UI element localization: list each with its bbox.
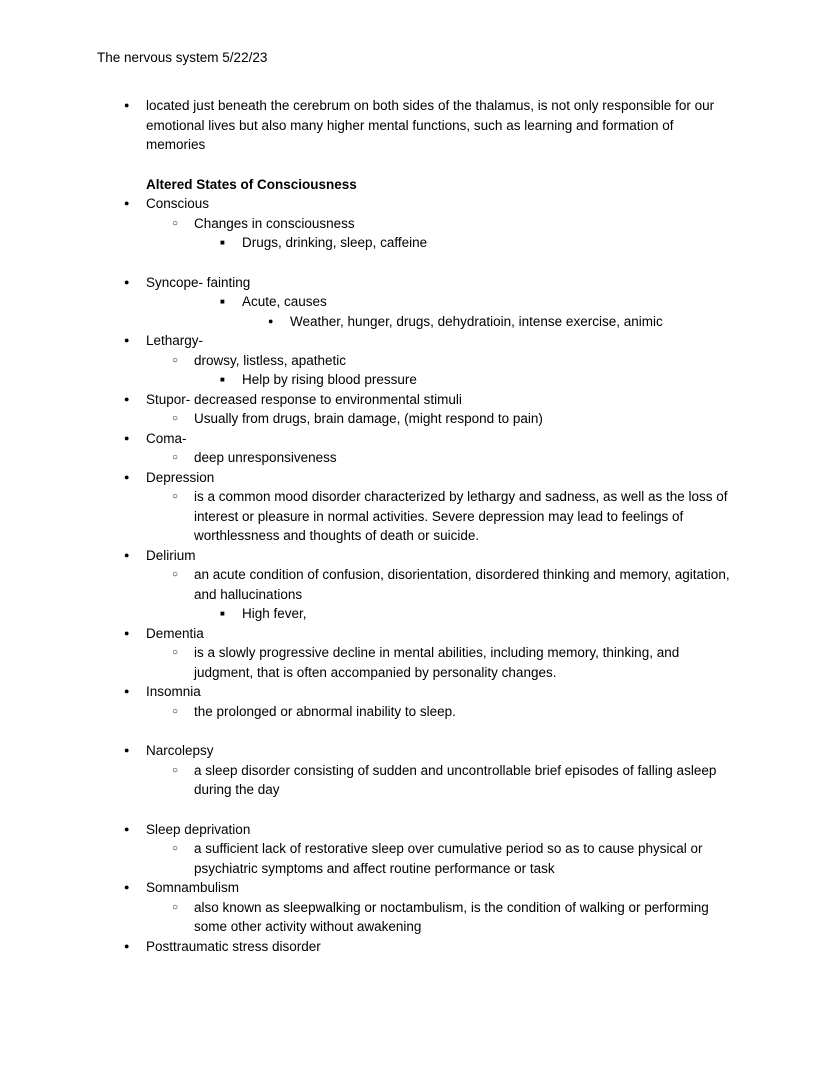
item-text: Insomnia: [146, 684, 201, 699]
list-item: [0, 546, 828, 566]
list-item: [0, 331, 828, 351]
list-item: [0, 312, 828, 332]
list-item: [0, 741, 828, 761]
list-item: [0, 898, 828, 937]
list-item: [0, 820, 828, 840]
bullet-disc-icon: ●: [124, 627, 130, 638]
bullet-disc-icon: ●: [124, 393, 130, 404]
bullet-circle-icon: ○: [172, 764, 179, 776]
item-text: Delirium: [146, 547, 196, 563]
bullet-circle-icon: ○: [172, 705, 179, 717]
list-item: [0, 878, 828, 898]
bullet-circle-icon: ○: [172, 569, 179, 580]
list-item: [0, 682, 828, 702]
item-text: Dementia: [146, 625, 204, 641]
item-text: Conscious: [146, 196, 210, 211]
item-text: Help by rising blood pressure: [242, 372, 417, 387]
bullet-square-icon: ■: [220, 297, 225, 306]
list-item: [0, 429, 828, 449]
list-item: [0, 351, 828, 371]
list-item: [0, 643, 828, 682]
bullet-disc-icon: ●: [124, 471, 130, 482]
item-text: the prolonged or abnormal inability to sleep.: [194, 703, 456, 719]
item-text: a sufficient lack of restorative sleep over cumulative period so as to cause physical or psychiatric symptoms and affect routine performance or task: [194, 841, 703, 876]
bullet-disc-icon: ●: [124, 335, 130, 345]
item-text: Posttraumatic stress disorder: [146, 938, 321, 954]
bullet-square-icon: ■: [220, 375, 225, 384]
item-text: Drugs, drinking, sleep, caffeine: [242, 235, 428, 250]
item-text: Sleep deprivation: [146, 821, 251, 837]
bullet-circle-icon: ○: [172, 217, 179, 229]
bullet-disc-icon: ●: [124, 432, 130, 443]
item-text: Acute, causes: [242, 294, 327, 309]
item-text: deep unresponsiveness: [194, 450, 337, 465]
item-text: is a slowly progressive decline in mental abilities, including memory, thinking, and judgment, that is often accompanied by personality changes.: [194, 645, 680, 680]
bullet-circle-icon: ○: [172, 452, 179, 463]
bullet-circle-icon: ○: [172, 413, 179, 424]
item-text: Lethargy-: [146, 333, 204, 348]
item-text: Stupor- decreased response to environmental stimuli: [146, 391, 462, 407]
list-item: [0, 604, 828, 624]
item-text: Usually from drugs, brain damage, (might respond to pain): [194, 411, 543, 426]
list-item: [0, 448, 828, 468]
list-item: [0, 273, 828, 293]
item-text: a sleep disorder consisting of sudden and uncontrollable brief episodes of falling asleep during the day: [194, 762, 717, 797]
page-title: The nervous system 5/22/23: [97, 50, 268, 65]
bullet-circle-icon: ○: [172, 901, 179, 913]
item-text: Syncope- fainting: [146, 274, 251, 290]
list-item: [0, 761, 828, 800]
bullet-disc-icon: ●: [268, 315, 274, 326]
list-item: [0, 624, 828, 644]
bullet-disc-icon: ●: [124, 549, 130, 560]
item-text: Changes in consciousness: [194, 215, 355, 231]
list-item: [0, 96, 828, 155]
bullet-circle-icon: ○: [172, 647, 179, 658]
bullet-disc-icon: ●: [124, 882, 130, 892]
item-text: Coma-: [146, 430, 187, 446]
list-item: [0, 487, 828, 546]
bullet-disc-icon: ●: [124, 686, 130, 696]
bullet-square-icon: ■: [220, 609, 225, 618]
bullet-disc-icon: ●: [124, 198, 130, 208]
list-item: [0, 839, 828, 878]
item-text: Narcolepsy: [146, 743, 214, 758]
list-item: [0, 233, 828, 253]
list-item: [0, 292, 828, 312]
bullet-circle-icon: ○: [172, 354, 179, 366]
item-text: located just beneath the cerebrum on both sides of the thalamus, is not only responsible for our emotional lives but also many higher mental functions, such as learning and formation of memories: [146, 98, 715, 152]
notes-list: [0, 96, 828, 956]
item-text: Weather, hunger, drugs, dehydratioin, intense exercise, animic: [290, 313, 663, 329]
item-text: also known as sleepwalking or noctambulism, is the condition of walking or performing some other activity without awakening: [194, 899, 709, 934]
item-text: is a common mood disorder characterized by lethargy and sadness, as well as the loss of interest or pleasure in normal activities. Severe depression may lead to feelings of worthlessness and thoughts of death or suicide.: [194, 489, 728, 543]
item-text: High fever,: [242, 606, 307, 621]
bullet-disc-icon: ●: [124, 940, 130, 951]
section-heading: [0, 175, 828, 195]
bullet-disc-icon: ●: [124, 823, 130, 834]
list-item: [0, 565, 828, 604]
list-item: [0, 194, 828, 214]
item-text: an acute condition of confusion, disorientation, disordered thinking and memory, agitation, and hallucinations: [194, 567, 730, 602]
list-item: [0, 409, 828, 429]
bullet-circle-icon: ○: [172, 491, 179, 502]
item-text: drowsy, listless, apathetic: [194, 352, 347, 368]
item-text: Depression: [146, 469, 215, 485]
bullet-disc-icon: ●: [124, 100, 130, 110]
list-item: [0, 937, 828, 957]
list-item: [0, 702, 828, 722]
bullet-circle-icon: ○: [172, 843, 179, 854]
bullet-square-icon: ■: [220, 238, 225, 247]
item-text: Somnambulism: [146, 880, 240, 895]
bullet-disc-icon: ●: [124, 276, 130, 287]
list-item: [0, 370, 828, 390]
list-item: [0, 214, 828, 234]
heading-text: Altered States of Consciousness: [146, 176, 357, 192]
list-item: [0, 468, 828, 488]
bullet-disc-icon: ●: [124, 745, 130, 755]
list-item: [0, 390, 828, 410]
